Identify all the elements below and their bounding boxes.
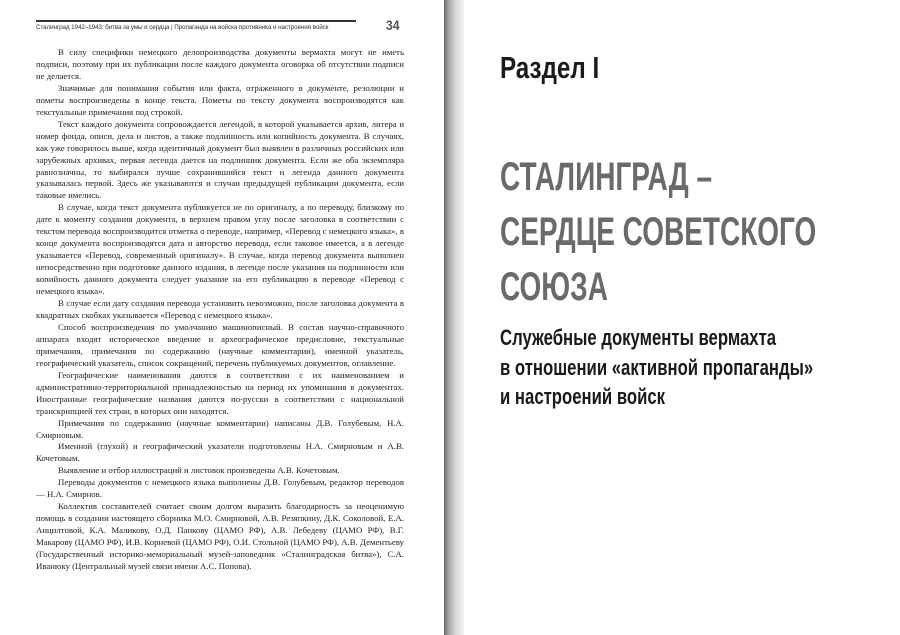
section-title-line: СТАЛИНГРАД – — [500, 155, 713, 199]
paragraph: Значимые для понимания события или факта, отраженного в документе, резолюции и пометы воспроизведены в конце текста. Пометы по тексту документа воспроизводятся как текстуальные примечания под строкой. — [36, 82, 404, 117]
paragraph: Примечания по содержанию (научные комментарии) написаны Д.В. Голубевым, Н.А. Смирновым. — [36, 417, 404, 440]
paragraph: Географические наименования даются в соответствии с их наименованием и административно-территориальной принадлежностью на период их упоминания в документах. Иностранные географические названия даются по-русски в соответствии с национальной транскрипцией тех стран, в которых они находятся. — [36, 369, 404, 416]
left-page — [0, 0, 444, 635]
paragraph: Коллектив составителей считает своим долгом выразить благодарность за неоценимую помощь в создании настоящего сборника М.О. Смирновой, А.В. Резяпкину, Д.К. Соколовой, Е.А. Анцилтовой, К.А. Маликову, О.Д. Панкову (ЦАМО РФ), А.В. Лебедеву (ЦАМО РФ), В.Г. Макарову (ЦАМО РФ), И.В. Корневой (ЦАМО РФ), О.И. Стольной (ЦАМО РФ), А.В. Дементьеву (Государственный историко-мемориальный музей-заповедник «Сталинградская битва»), С.А. Иванюку (Центральный музей связи имени А.С. Попова). — [36, 501, 404, 571]
section-subtitle-line: в отношении «активной пропаганды» — [500, 354, 814, 380]
paragraph: Способ воспроизведения по умолчанию машинописный. В состав научно-справочного аппарата входят историческое введение и археографическое предисловие, текстуальные примечания, примечания по содержанию (научные комментарии), именной указатель, географический указатель, список сокращений, перечень публикуемых документов, оглавление. — [36, 321, 404, 368]
paragraph: Текст каждого документа сопровождается легендой, в которой указывается архив, литера и номер фонда, описи, дела и листов, а также подлинность или копийность документа. В случаях, как уже говорилось выше, когда идентичный документ был выявлен в различных российских или зарубежных архивах, первая легенда дается на подлинник документа. Если же оба экземпляра равнозначны, то выбирался лучше сохранившийся текст и легенда данного документа указывалась первой. Здесь же указываются и случаи предыдущей публикации документа, если таковые имелись. — [36, 118, 404, 201]
section-title — [500, 150, 816, 315]
section-label: Раздел I — [500, 50, 600, 85]
paragraph: В случае если дату создания перевода установить невозможно, после заголовка документа в квадратных скобках указывается «Перевод с немецкого языка». — [36, 298, 404, 320]
paragraph: В силу специфики немецкого делопроизводства документы вермахта могут не иметь подписи, поэтому при их публикации после каждого документа оговорка об отсутствии подписи не делается. — [36, 47, 404, 81]
book-gutter — [444, 0, 464, 635]
paragraph: Именной (глухой) и географический указатели подготовлены Н.А. Смирновым и А.В. Кочетовым. — [36, 441, 404, 464]
section-title-line: СЕРДЦЕ СОВЕТСКОГО — [500, 210, 817, 254]
running-head: Сталинград 1942–1943: битва за умы и сердца | Пропаганда на войска противника и настроения войск — [36, 24, 329, 31]
body-text — [36, 47, 404, 573]
section-title-line: СОЮЗА — [500, 265, 608, 309]
paragraph: В случае, когда текст документа публикуется не по оригиналу, а по переводу, близкому по дате к моменту создания документа, в верхнем правом углу после заголовка в соответствии с текстом перевода воспроизводится отметка о переводе, например, «Перевод с немецкого языка», в конце документа воспроизводятся дата и авторство перевода, если таковое имеется, а в легенде указывается «Перевод, современный оригиналу». В случае, когда перевод документа выполнен непосредственно при подготовке данного издания, в легенде после указания на подлинности или копийность данного документа следует указание на его публикацию в переводе «Перевод с немецкого языка». — [36, 202, 404, 297]
section-subtitle — [500, 323, 813, 412]
paragraph: Выявление и отбор иллюстраций и листовок произведены А.В. Кочетовым. — [58, 465, 340, 476]
page-number: 34 — [386, 18, 400, 33]
header-rule — [36, 20, 356, 22]
section-subtitle-line: и настроений войск — [500, 384, 666, 409]
paragraph: Переводы документов с немецкого языка выполнены Д.В. Голубевым, редактор переводов — Н.А. Смирнов. — [36, 477, 404, 500]
section-subtitle-line: Служебные документы вермахта — [500, 325, 777, 350]
right-page — [464, 0, 900, 635]
